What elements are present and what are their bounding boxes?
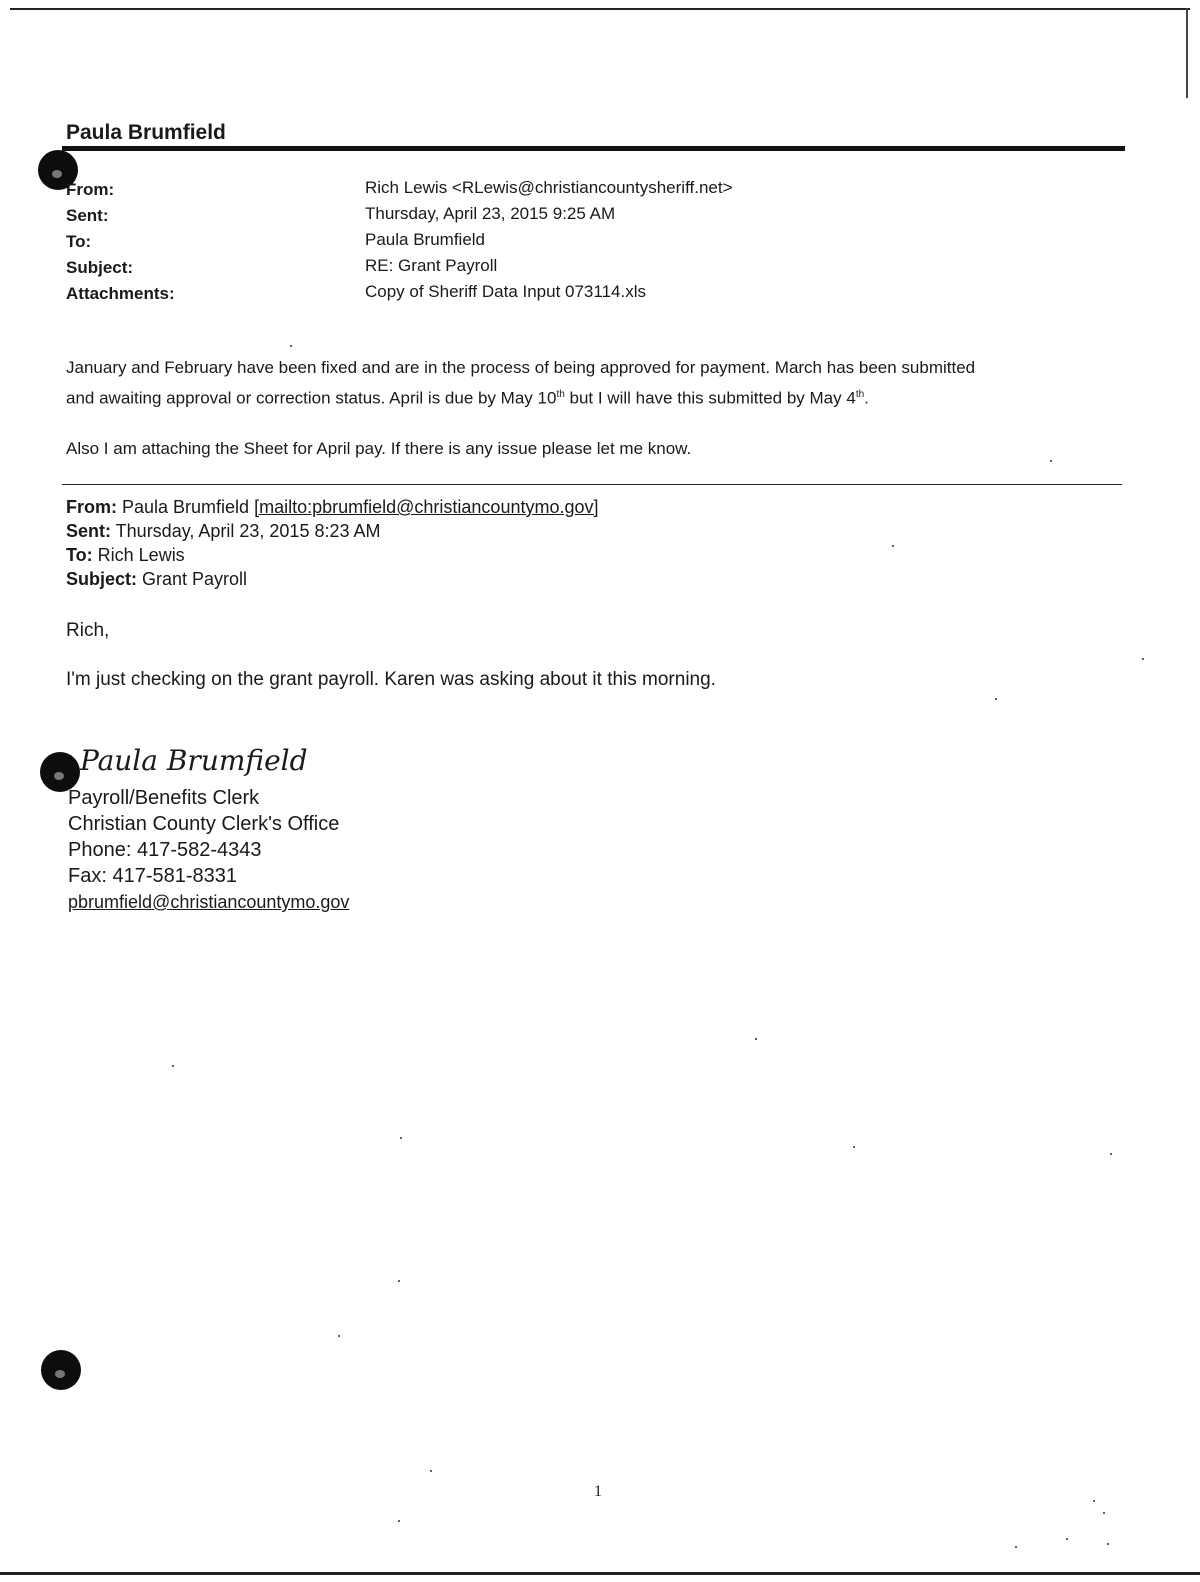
- superscript-th-1: th: [556, 389, 565, 400]
- scan-speck: [1110, 1153, 1112, 1155]
- signature-name: Paula Brumfield: [80, 744, 308, 777]
- quoted-subject-label: Subject:: [66, 569, 138, 589]
- reply-line-2-a: and awaiting approval or correction status. April is due by May 10: [66, 388, 557, 408]
- quoted-subject-value: Grant Payroll: [137, 569, 248, 589]
- quote-separator: [62, 484, 1122, 485]
- quoted-subject: [66, 569, 247, 590]
- scan-speck: [1107, 1543, 1109, 1545]
- scan-speck: [755, 1038, 757, 1040]
- title-rule: [62, 146, 1125, 151]
- reply-line-3: Also I am attaching the Sheet for April pay. If there is any issue please let me know.: [66, 439, 692, 458]
- reply-line-1: January and February have been fixed and are in the process of being approved for payment. March has been submitted: [66, 358, 976, 377]
- from-value: Rich Lewis <RLewis@christiancountysheriff.net>: [365, 178, 733, 197]
- scan-edge-bottom: [0, 1572, 1200, 1575]
- scan-speck: [1015, 1546, 1017, 1548]
- punch-hole-bottom: [41, 1350, 81, 1390]
- scan-speck: [290, 345, 292, 347]
- scan-speck: [1103, 1512, 1105, 1514]
- quoted-to-label: To:: [66, 545, 93, 565]
- page-number: 1: [594, 1483, 602, 1500]
- scan-speck: [853, 1146, 855, 1148]
- superscript-th-2: th: [855, 389, 865, 400]
- scan-speck: [1050, 460, 1052, 462]
- signature-fax: Fax: 417-581-8331: [68, 865, 238, 887]
- quoted-mailto-link[interactable]: [mailto:pbrumfield@christiancountymo.gov]: [254, 497, 599, 517]
- sent-label: Sent:: [66, 206, 109, 225]
- signature-email-link[interactable]: pbrumfield@christiancountymo.gov: [68, 892, 350, 912]
- signature-email-line: [68, 891, 349, 914]
- scan-speck: [398, 1280, 400, 1282]
- subject-label: Subject:: [66, 258, 134, 277]
- scan-speck: [995, 698, 997, 700]
- quoted-greeting: Rich,: [66, 620, 110, 641]
- scan-speck: [172, 1065, 174, 1067]
- quoted-from-label: From:: [66, 497, 117, 517]
- quoted-sent-value: Thursday, April 23, 2015 8:23 AM: [111, 521, 381, 541]
- scan-speck: [1093, 1500, 1095, 1502]
- scan-edge-top: [10, 8, 1190, 10]
- scan-speck: [430, 1470, 432, 1472]
- scan-speck: [1066, 1538, 1068, 1540]
- sent-value: Thursday, April 23, 2015 9:25 AM: [365, 204, 616, 223]
- quoted-from-value: Paula Brumfield: [117, 497, 255, 517]
- quoted-sent: [66, 521, 381, 542]
- scan-edge-right: [1186, 8, 1188, 98]
- signature-office: Christian County Clerk's Office: [68, 813, 340, 835]
- scan-speck: [338, 1335, 340, 1337]
- quoted-body: I'm just checking on the grant payroll. Karen was asking about it this morning.: [66, 669, 716, 690]
- signature-title: Payroll/Benefits Clerk: [68, 787, 260, 809]
- attachment-file[interactable]: Copy of Sheriff Data Input 073114.xls: [365, 282, 646, 301]
- from-label: From:: [66, 180, 115, 199]
- quoted-to-value: Rich Lewis: [92, 545, 185, 565]
- scan-speck: [400, 1137, 402, 1139]
- reply-line-2-b: but I will have this submitted by May 4: [564, 388, 856, 408]
- subject-value: RE: Grant Payroll: [365, 256, 498, 275]
- reply-line-2-c: .: [864, 388, 869, 408]
- signature-phone: Phone: 417-582-4343: [68, 839, 262, 861]
- to-label: To:: [66, 232, 92, 251]
- reply-line-2: [66, 381, 869, 412]
- scan-speck: [398, 1520, 400, 1522]
- attachments-label: Attachments:: [66, 284, 175, 303]
- quoted-to: [66, 545, 185, 566]
- quoted-sent-label: Sent:: [66, 521, 111, 541]
- to-value: Paula Brumfield: [365, 230, 486, 249]
- document-title: Paula Brumfield: [66, 121, 226, 144]
- quoted-from: [66, 497, 599, 518]
- punch-hole-middle: [40, 752, 80, 792]
- scan-speck: [892, 545, 894, 547]
- scan-speck: [1142, 658, 1144, 660]
